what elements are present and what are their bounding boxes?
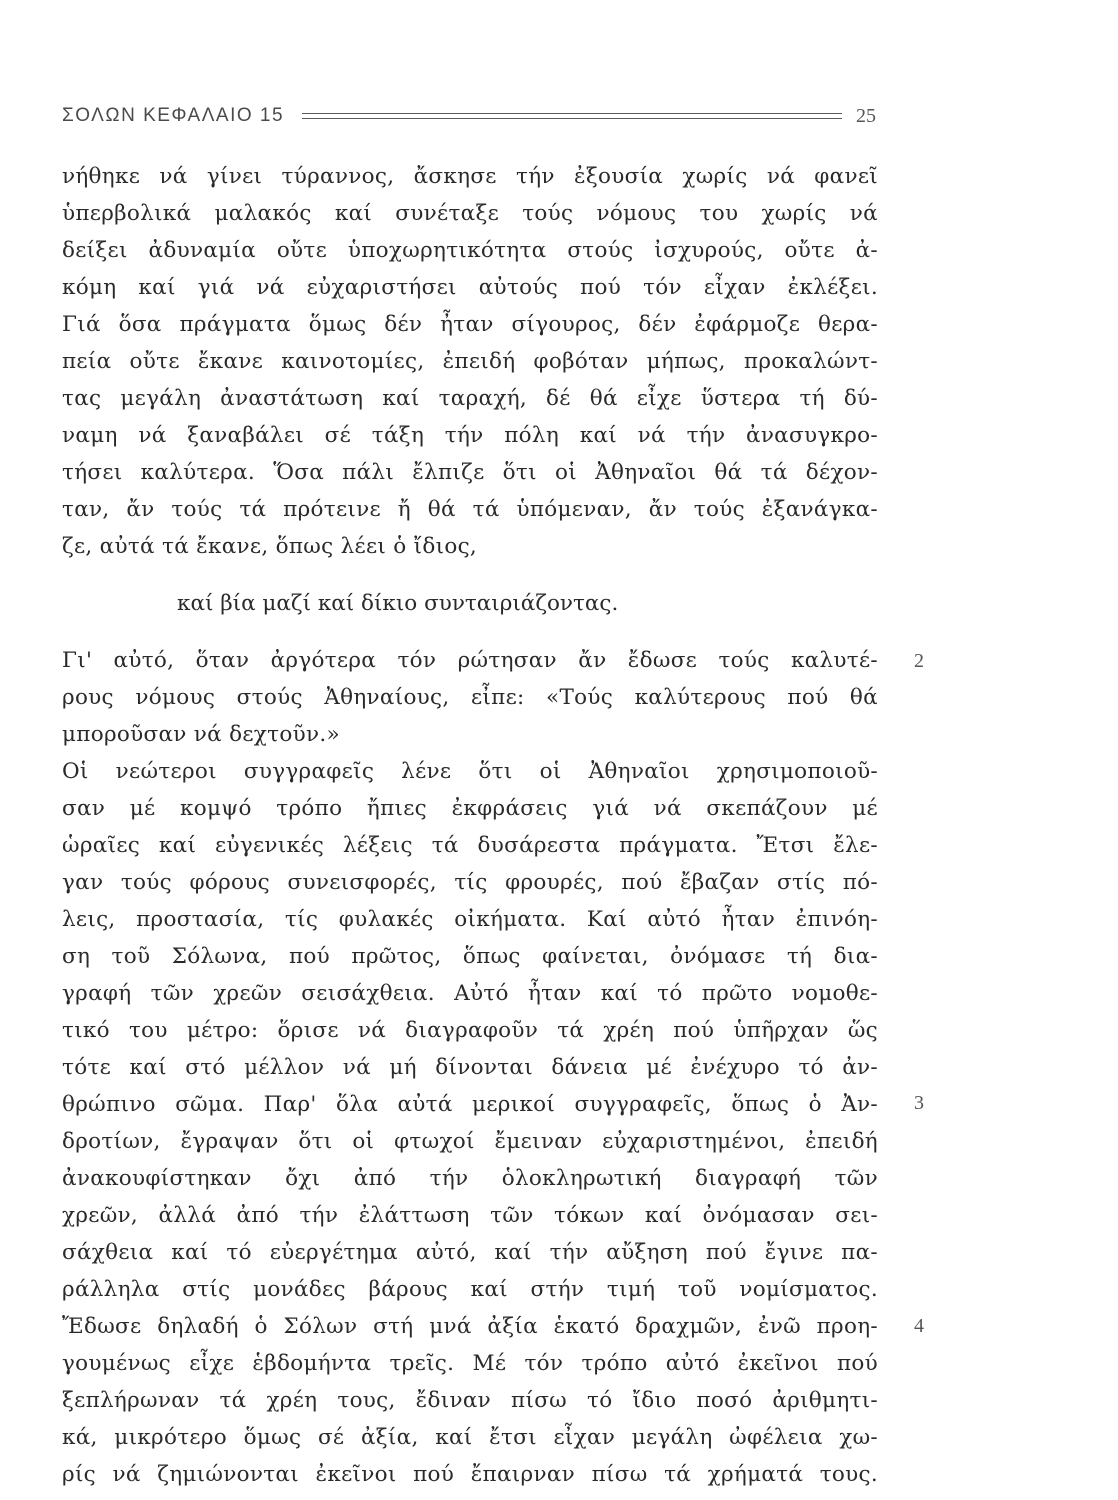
text-line: ἀνακουφίστηκαν ὄχι ἀπό τήν ὁλοκληρωτική διαγραφή τῶν [62, 1166, 878, 1191]
text-line: νήθηκε νά γίνει τύραννος, ἄσκησε τήν ἐξουσία χωρίς νά φανεῖ [62, 164, 878, 189]
header-double-rule [302, 113, 842, 119]
text-line: Ἔδωσε δηλαδή ὁ Σόλων στή μνά ἀξία ἑκατό δραχμῶν, ἐνῶ προη- [62, 1314, 878, 1339]
text-line: Γιά ὅσα πράγματα ὅμως δέν ἦταν σίγουρος, δέν ἐφάρμοζε θερα- [62, 312, 878, 337]
text-line: σαν μέ κομψό τρόπο ἤπιες ἐκφράσεις γιά νά σκεπάζουν μέ [62, 796, 878, 821]
text-line: χρεῶν, ἀλλά ἀπό τήν ἐλάττωση τῶν τόκων καί ὀνόμασαν σει- [62, 1203, 878, 1228]
text-line: τήσει καλύτερα. Ὅσα πάλι ἔλπιζε ὅτι οἱ Ἀθηναῖοι θά τά δέχον- [62, 460, 878, 485]
text-line: ὑπερβολικά μαλακός καί συνέταξε τούς νόμους του χωρίς νά [62, 201, 878, 226]
text-line: Οἱ νεώτεροι συγγραφεῖς λένε ὅτι οἱ Ἀθηναῖοι χρησιμοποιοῦ- [62, 759, 878, 784]
text-line: Γι' αὐτό, ὅταν ἀργότερα τόν ρώτησαν ἄν ἔδωσε τούς καλυτέ- [62, 648, 878, 673]
text-line: ση τοῦ Σόλωνα, πού πρῶτος, ὅπως φαίνεται, ὀνόμασε τή δια- [62, 944, 878, 969]
chapter-title: ΣΟΛΩΝ ΚΕΦΑΛΑΙΟ 15 [62, 105, 285, 126]
text-line: λεις, προστασία, τίς φυλακές οἰκήματα. Καί αὐτό ἦταν ἐπινόη- [62, 907, 878, 932]
margin-number: 4 [914, 1315, 924, 1337]
running-header [62, 101, 876, 131]
text-line: κά, μικρότερο ὅμως σέ ἀξία, καί ἔτσι εἶχαν μεγάλη ὠφέλεια χω- [62, 1425, 878, 1450]
text-line: τότε καί στό μέλλον νά μή δίνονται δάνεια μέ ἐνέχυρο τό ἀν- [62, 1055, 878, 1080]
text-line: ράλληλα στίς μονάδες βάρους καί στήν τιμή τοῦ νομίσματος. [62, 1277, 878, 1302]
margin-number: 3 [914, 1092, 924, 1114]
text-line: θρώπινο σῶμα. Παρ' ὅλα αὐτά μερικοί συγγραφεῖς, ὅπως ὁ Ἀν- [62, 1092, 878, 1117]
text-line: πεία οὔτε ἔκανε καινοτομίες, ἐπειδή φοβόταν μήπως, προκαλώντ- [62, 349, 878, 374]
text-line: ναμη νά ξαναβάλει σέ τάξη τήν πόλη καί νά τήν ἀνασυγκρο- [62, 423, 878, 448]
text-line: ρίς νά ζημιώνονται ἐκεῖνοι πού ἔπαιρναν πίσω τά χρήματά τους. [62, 1462, 878, 1487]
body-text [62, 158, 878, 1493]
text-line: κόμη καί γιά νά εὐχαριστήσει αὐτούς πού τόν εἶχαν ἐκλέξει. [62, 275, 878, 300]
text-line: γραφή τῶν χρεῶν σεισάχθεια. Αὐτό ἦταν καί τό πρῶτο νομοθε- [62, 981, 878, 1006]
text-line: δείξει ἀδυναμία οὔτε ὑποχωρητικότητα στούς ἰσχυρούς, οὔτε ἀ- [62, 238, 878, 263]
text-line: ταν, ἄν τούς τά πρότεινε ἤ θά τά ὑπόμεναν, ἄν τούς ἐξανάγκα- [62, 497, 878, 522]
text-line: γουμένως εἶχε ἑβδομήντα τρεῖς. Μέ τόν τρόπο αὐτό ἐκεῖνοι πού [62, 1351, 878, 1376]
text-line: σάχθεια καί τό εὐεργέτημα αὐτό, καί τήν αὔξηση πού ἔγινε πα- [62, 1240, 878, 1265]
text-line: ξεπλήρωναν τά χρέη τους, ἔδιναν πίσω τό ἴδιο ποσό ἀριθμητι- [62, 1388, 878, 1413]
page-number: 25 [856, 104, 876, 127]
text-line: γαν τούς φόρους συνεισφορές, τίς φρουρές, πού ἔβαζαν στίς πό- [62, 870, 878, 895]
verse-quote: καί βία μαζί καί δίκιο συνταιριάζοντας. [177, 591, 619, 616]
text-line: δροτίων, ἔγραψαν ὅτι οἱ φτωχοί ἔμειναν εὐχαριστημένοι, ἐπειδή [62, 1129, 878, 1154]
text-line: τικό του μέτρο: ὅρισε νά διαγραφοῦν τά χρέη πού ὑπῆρχαν ὥς [62, 1018, 878, 1043]
text-line: ὡραῖες καί εὐγενικές λέξεις τά δυσάρεστα πράγματα. Ἔτσι ἔλε- [62, 833, 878, 858]
text-line: ρους νόμους στούς Ἀθηναίους, εἶπε: «Τούς καλύτερους πού θά [62, 685, 878, 710]
text-line: μποροῦσαν νά δεχτοῦν.» [62, 722, 340, 747]
text-line: τας μεγάλη ἀναστάτωση καί ταραχή, δέ θά εἶχε ὕστερα τή δύ- [62, 386, 878, 411]
text-line: ζε, αὐτά τά ἔκανε, ὅπως λέει ὁ ἴδιος, [62, 534, 478, 559]
margin-number: 2 [914, 650, 924, 672]
